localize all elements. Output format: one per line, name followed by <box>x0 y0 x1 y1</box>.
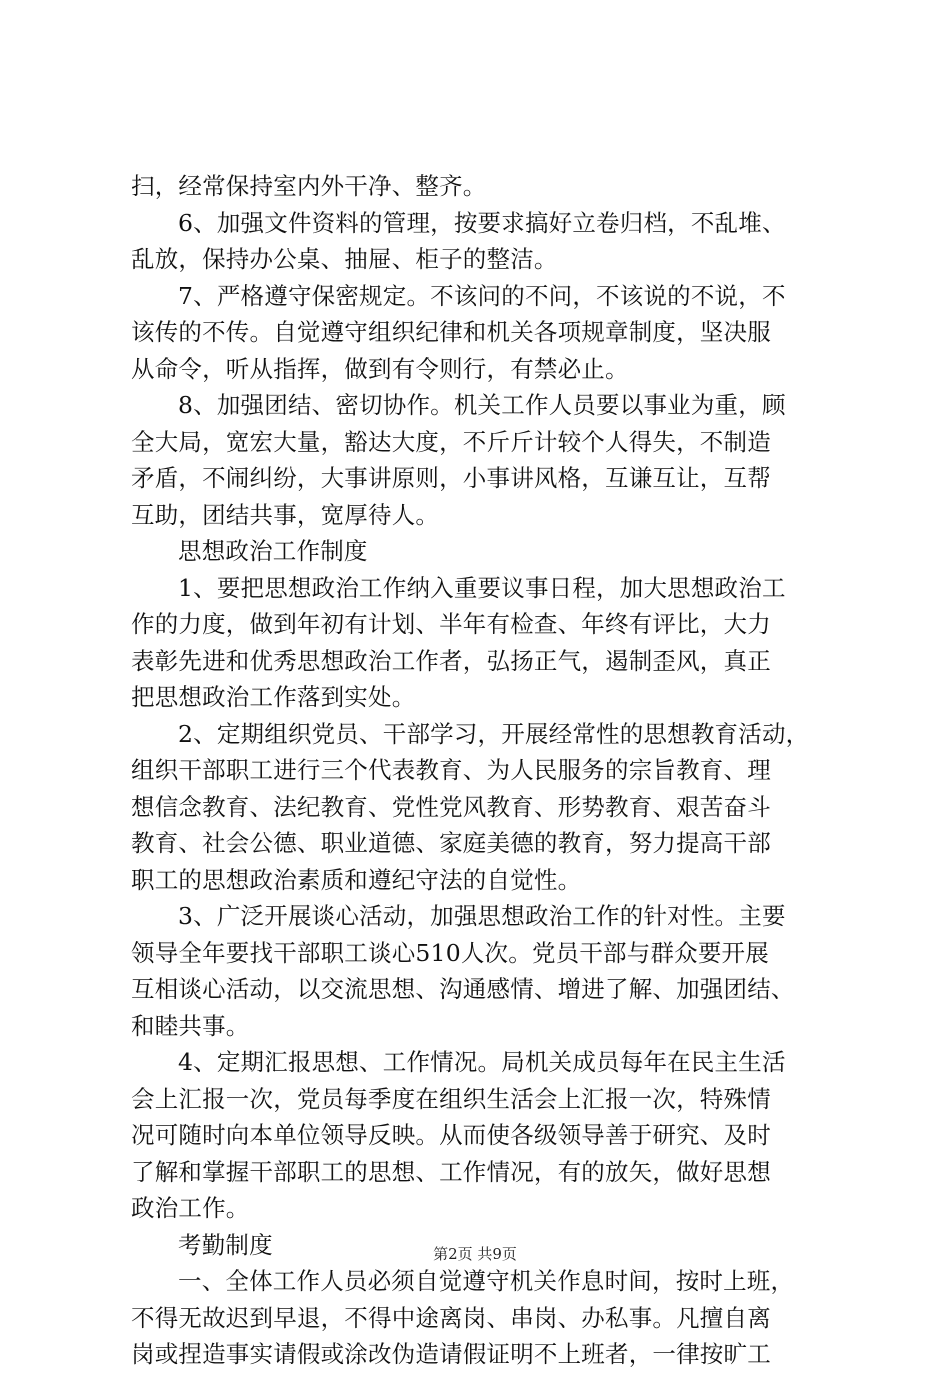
text-line: 组织干部职工进行三个代表教育、为人民服务的宗旨教育、理 <box>131 756 771 784</box>
text-line: 3、广泛开展谈心活动，加强思想政治工作的针对性。主要 <box>178 902 786 930</box>
text-line: 一、全体工作人员必须自觉遵守机关作息时间，按时上班， <box>178 1267 795 1295</box>
document-body <box>131 168 851 1373</box>
text-line: 想信念教育、法纪教育、党性党风教育、形势教育、艰苦奋斗 <box>131 792 771 821</box>
text-line: 互助，团结共事，宽厚待人。 <box>131 500 440 529</box>
text-line: 6、加强文件资料的管理，按要求搞好立卷归档，不乱堆、 <box>178 208 786 237</box>
text-line: 1、要把思想政治工作纳入重要议事日程，加大思想政治工 <box>178 573 786 602</box>
text-line: 领导全年要找干部职工谈心510人次。党员干部与群众要开展 <box>131 938 769 967</box>
text-line: 乱放，保持办公桌、抽屉、柜子的整洁。 <box>131 245 558 273</box>
text-line: 全大局，宽宏大量，豁达大度，不斤斤计较个人得失，不制造 <box>131 427 771 456</box>
text-line: 会上汇报一次，党员每季度在组织生活会上汇报一次，特殊情 <box>131 1084 771 1113</box>
text-line: 政治工作。 <box>131 1194 250 1222</box>
text-line: 7、严格遵守保密规定。不该问的不问，不该说的不说，不 <box>178 281 786 310</box>
text-line: 岗或捏造事实请假或涂改伪造请假证明不上班者，一律按旷工 <box>131 1340 771 1368</box>
section-heading: 考勤制度 <box>178 1230 273 1259</box>
text-line: 2、定期组织党员、干部学习，开展经常性的思想教育活动， <box>178 719 810 748</box>
text-line: 从命令，听从指挥，做到有令则行，有禁必止。 <box>131 354 629 383</box>
text-line: 和睦共事。 <box>131 1011 250 1040</box>
text-line: 作的力度，做到年初有计划、半年有检查、年终有评比，大力 <box>131 610 771 638</box>
text-line: 教育、社会公德、职业道德、家庭美德的教育，努力提高干部 <box>131 829 771 857</box>
text-line: 矛盾，不闹纠纷，大事讲原则，小事讲风格，互谦互让，互帮 <box>131 464 771 492</box>
text-line: 扫，经常保持室内外干净、整齐。 <box>131 172 487 200</box>
text-line: 表彰先进和优秀思想政治工作者，弘扬正气，遏制歪风，真正 <box>131 646 771 675</box>
text-line: 了解和掌握干部职工的思想、工作情况，有的放矢，做好思想 <box>131 1157 771 1186</box>
text-line: 把思想政治工作落到实处。 <box>131 683 416 711</box>
text-line: 该传的不传。自觉遵守组织纪律和机关各项规章制度，坚决服 <box>131 318 771 346</box>
text-line: 况可随时向本单位领导反映。从而使各级领导善于研究、及时 <box>131 1121 771 1149</box>
text-line: 4、定期汇报思想、工作情况。局机关成员每年在民主生活 <box>178 1048 786 1076</box>
text-line: 职工的思想政治素质和遵纪守法的自觉性。 <box>131 865 582 894</box>
page-number-footer: 第2页 共9页 <box>433 1245 517 1263</box>
text-line: 8、加强团结、密切协作。机关工作人员要以事业为重，顾 <box>178 391 786 419</box>
text-line: 不得无故迟到早退，不得中途离岗、串岗、办私事。凡擅自离 <box>131 1303 771 1332</box>
section-heading: 思想政治工作制度 <box>178 537 368 565</box>
text-line: 互相谈心活动，以交流思想、沟通感情、增进了解、加强团结、 <box>131 975 795 1003</box>
